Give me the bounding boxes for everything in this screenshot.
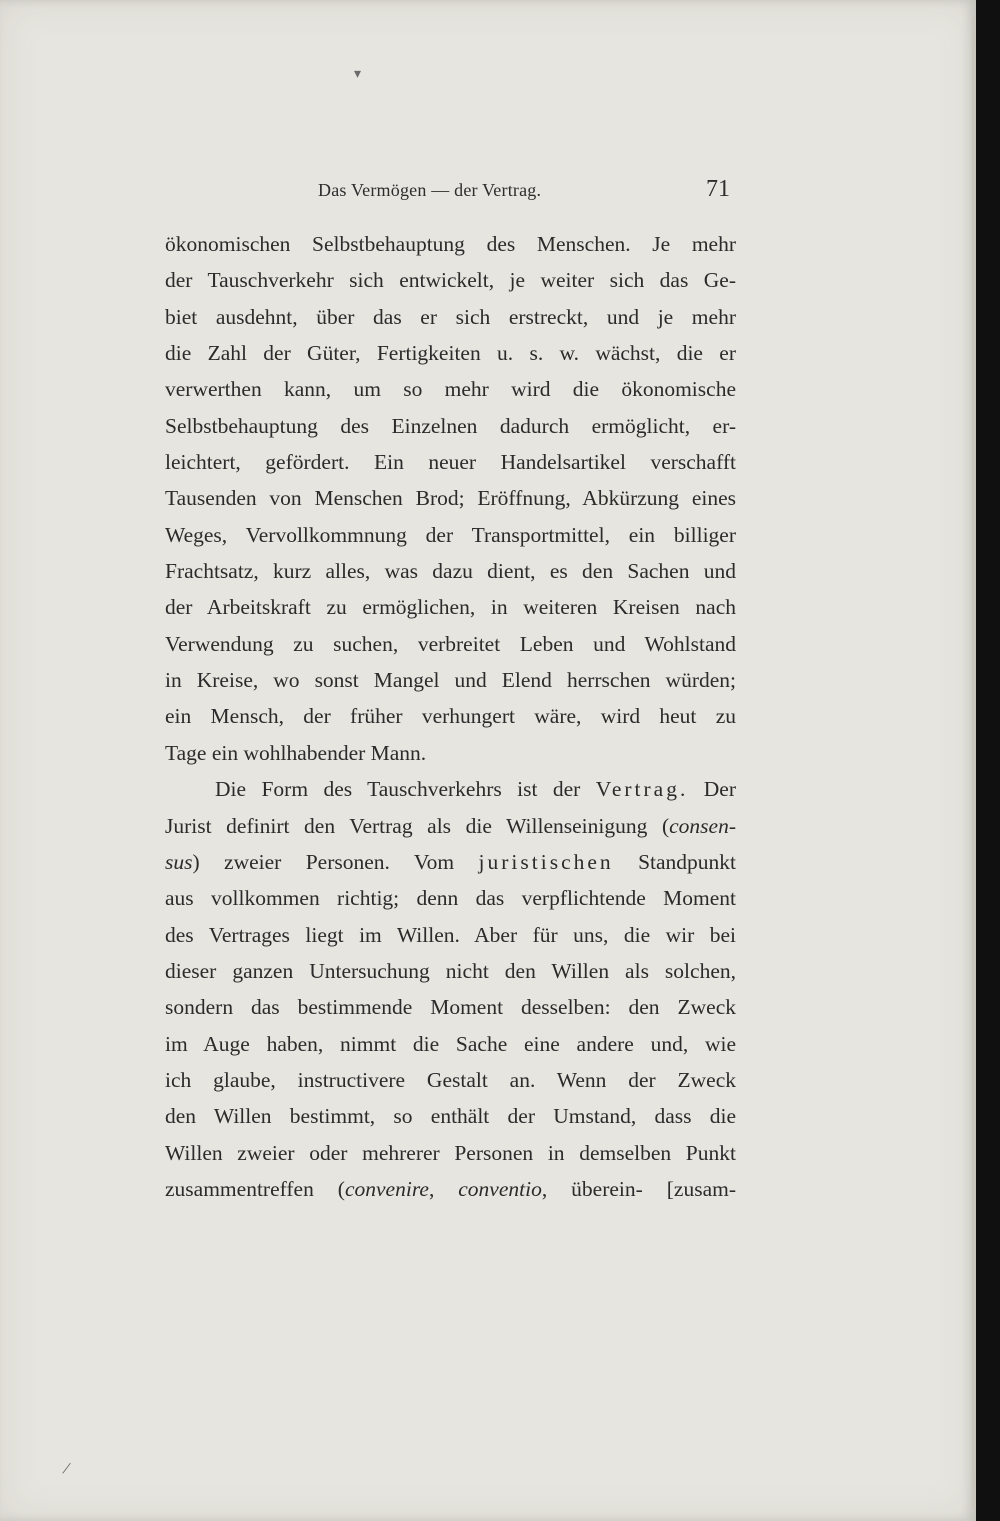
text-line-paragraph-start <box>165 771 736 807</box>
text-line: Weges, Vervollkommnung der Transportmittel, ein billiger <box>165 522 736 547</box>
text-line: sondern das bestimmende Moment desselben: den Zweck <box>165 995 736 1020</box>
emphasis-consen: consen- <box>669 813 736 838</box>
text-line <box>165 808 736 844</box>
text-segment: , überein- [zusam- <box>541 1176 736 1201</box>
text-line: im Auge haben, nimmt die Sache eine andere und, wie <box>165 1031 736 1056</box>
text-segment: Jurist definirt den Vertrag als die Willenseinigung ( <box>165 813 670 838</box>
page-edge <box>972 18 976 1508</box>
text-line: Willen zweier oder mehrerer Personen in demselben Punkt <box>165 1140 736 1165</box>
bottom-pencil-mark: / <box>61 1457 73 1479</box>
text-line: ökonomischen Selbstbehauptung des Menschen. Je mehr <box>165 232 736 256</box>
emphasis-juristischen: juristischen <box>478 849 614 874</box>
text-line-paragraph-end: Tage ein wohlhabender Mann. <box>165 740 427 765</box>
text-line: Tausenden von Menschen Brod; Eröffnung, Abkürzung eines <box>165 486 736 511</box>
text-line: leichtert, gefördert. Ein neuer Handelsartikel verschafft <box>165 450 736 475</box>
emphasis-vertrag: Vertrag. <box>595 777 689 802</box>
text-segment: Standpunkt <box>638 849 737 874</box>
text-segment: zweier Personen. Vom <box>224 849 455 874</box>
running-header <box>318 176 738 212</box>
text-line: Selbstbehauptung des Einzelnen dadurch ermöglicht, er- <box>165 413 736 438</box>
emphasis-sus: sus <box>165 849 193 874</box>
text-segment: , <box>428 1176 435 1201</box>
running-title: Das Vermögen — der Vertrag. <box>318 180 542 200</box>
body-text <box>165 226 736 1207</box>
text-line: ein Mensch, der früher verhungert wäre, wird heut zu <box>165 704 736 729</box>
text-segment: Die Form des Tauschverkehrs ist der <box>215 777 581 802</box>
text-segment: Der <box>703 777 736 802</box>
text-line <box>165 1171 736 1207</box>
text-line: in Kreise, wo sonst Mangel und Elend herrschen würden; <box>165 668 736 693</box>
emphasis-convenire: convenire <box>344 1176 429 1201</box>
text-line: aus vollkommen richtig; denn das verpflichtende Moment <box>165 886 736 911</box>
text-line: Frachtsatz, kurz alles, was dazu dient, es den Sachen und <box>165 559 736 584</box>
text-line: dieser ganzen Untersuchung nicht den Willen als solchen, <box>165 958 736 983</box>
emphasis-conventio: conventio <box>458 1176 542 1201</box>
text-segment: ) <box>192 849 200 874</box>
page-number: 71 <box>706 176 730 202</box>
top-printer-mark: ▾ <box>354 67 362 82</box>
text-line <box>165 844 736 880</box>
text-line: der Tauschverkehr sich entwickelt, je weiter sich das Ge- <box>165 268 736 293</box>
text-line: den Willen bestimmt, so enthält der Umstand, dass die <box>165 1104 736 1129</box>
text-line: verwerthen kann, um so mehr wird die ökonomische <box>165 377 736 402</box>
text-segment: zusammentreffen ( <box>165 1176 345 1201</box>
text-line: biet ausdehnt, über das er sich erstreckt, und je mehr <box>165 304 736 329</box>
text-line: der Arbeitskraft zu ermöglichen, in weiteren Kreisen nach <box>165 595 736 620</box>
text-line: die Zahl der Güter, Fertigkeiten u. s. w. wächst, die er <box>165 341 736 366</box>
text-line: des Vertrages liegt im Willen. Aber für uns, die wir bei <box>165 922 736 947</box>
text-line: ich glaube, instructivere Gestalt an. Wenn der Zweck <box>165 1067 736 1092</box>
text-line: Verwendung zu suchen, verbreitet Leben und Wohlstand <box>165 631 736 656</box>
